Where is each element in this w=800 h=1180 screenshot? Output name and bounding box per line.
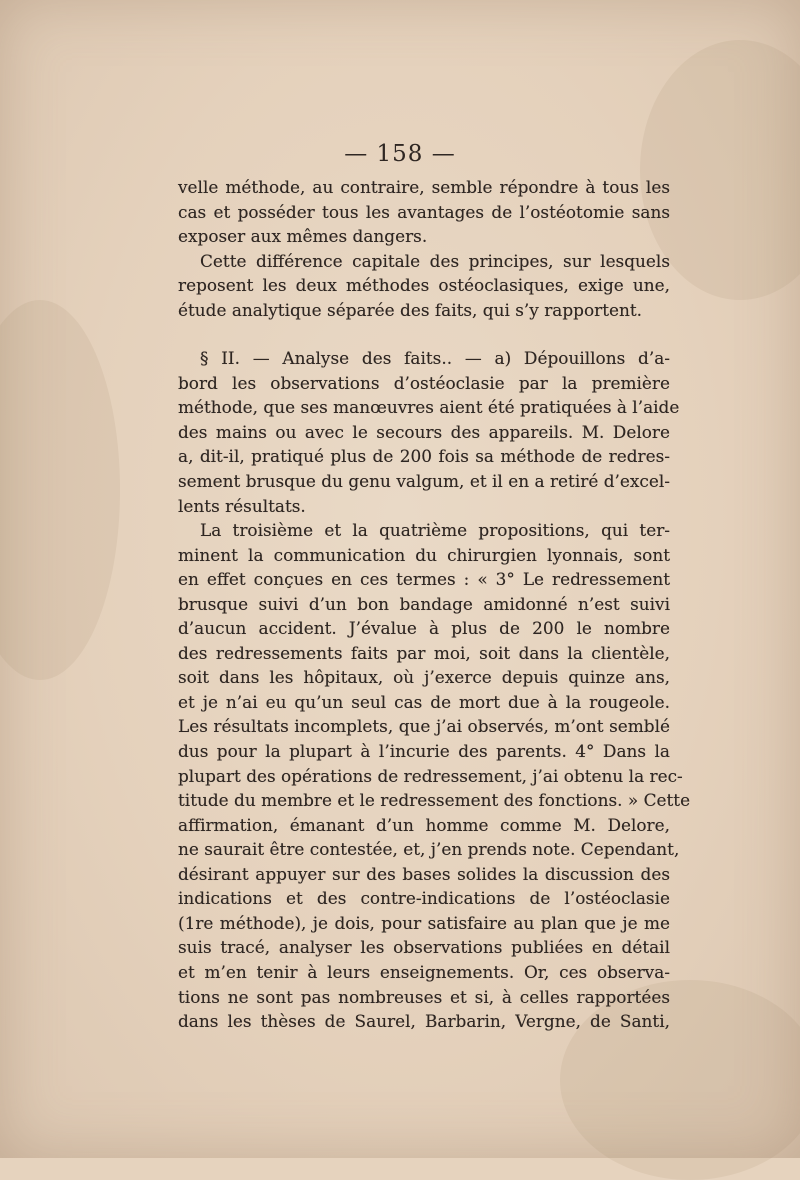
- body-text: [178, 175, 691, 1034]
- text-line: § II. — Analyse des faits.. — a) Dépouillons d’a-: [200, 348, 670, 369]
- text-line: affirmation, émanant d’un homme comme M. Delore,: [178, 814, 670, 835]
- text-line: plupart des opérations de redressement, j’ai obtenu la rec-: [178, 765, 683, 786]
- text-line: soit dans les hôpitaux, où j’exerce depuis quinze ans,: [178, 667, 670, 688]
- text-line: et m’en tenir à leurs enseignements. Or, ces observa-: [178, 961, 670, 982]
- text-line: dus pour la plupart à l’incurie des parents. 4° Dans la: [178, 741, 670, 762]
- text-line: cas et posséder tous les avantages de l’ostéotomie sans: [178, 201, 670, 222]
- text-line: lents résultats.: [178, 495, 306, 516]
- text-line: méthode, que ses manœuvres aient été pratiquées à l’aide: [178, 397, 680, 418]
- text-line: tions ne sont pas nombreuses et si, à celles rapportées: [178, 986, 670, 1007]
- text-line: désirant appuyer sur des bases solides la discussion des: [178, 863, 670, 884]
- text-line: titude du membre et le redressement des fonctions. » Cette: [178, 790, 691, 811]
- text-line: en effet conçues en ces termes : « 3° Le redressement: [178, 569, 670, 590]
- text-line: a, dit-il, pratiqué plus de 200 fois sa méthode de redres-: [178, 446, 670, 467]
- text-line: velle méthode, au contraire, semble répondre à tous les: [178, 177, 670, 197]
- paper-stain: [0, 300, 120, 680]
- text-line: et je n’ai eu qu’un seul cas de mort due à la rougeole.: [178, 691, 670, 712]
- text-line: dans les thèses de Saurel, Barbarin, Vergne, de Santi,: [178, 1011, 670, 1032]
- text-line: exposer aux mêmes dangers.: [178, 226, 428, 247]
- text-line: suis tracé, analyser les observations publiées en détail: [178, 937, 670, 958]
- text-line: minent la communication du chirurgien lyonnais, sont: [178, 544, 670, 565]
- text-line: des mains ou avec le secours des appareils. M. Delore: [178, 421, 670, 442]
- paragraph-gap: [178, 322, 670, 346]
- page-number: — 158 —: [344, 141, 456, 167]
- text-line: Cette différence capitale des principes, sur lesquels: [200, 250, 670, 271]
- text-line: étude analytique séparée des faits, qui s’y rapportent.: [178, 299, 643, 320]
- text-line: (1re méthode), je dois, pour satisfaire au plan que je me: [178, 912, 670, 933]
- text-line: d’aucun accident. J’évalue à plus de 200 le nombre: [178, 618, 670, 639]
- text-line: des redressements faits par moi, soit dans la clientèle,: [178, 642, 670, 663]
- text-line: ne saurait être contestée, et, j’en prends note. Cependant,: [178, 839, 680, 860]
- text-line: indications et des contre-indications de l’ostéoclasie: [178, 888, 670, 909]
- text-line: reposent les deux méthodes ostéoclasiques, exige une,: [178, 275, 670, 296]
- text-line: brusque suivi d’un bon bandage amidonné n’est suivi: [178, 593, 670, 614]
- text-line: Les résultats incomplets, que j’ai observés, m’ont semblé: [178, 716, 670, 737]
- text-line: sement brusque du genu valgum, et il en a retiré d’excel-: [178, 471, 670, 492]
- text-line: bord les observations d’ostéoclasie par la première: [178, 372, 670, 393]
- text-line: La troisième et la quatrième propositions, qui ter-: [200, 520, 670, 541]
